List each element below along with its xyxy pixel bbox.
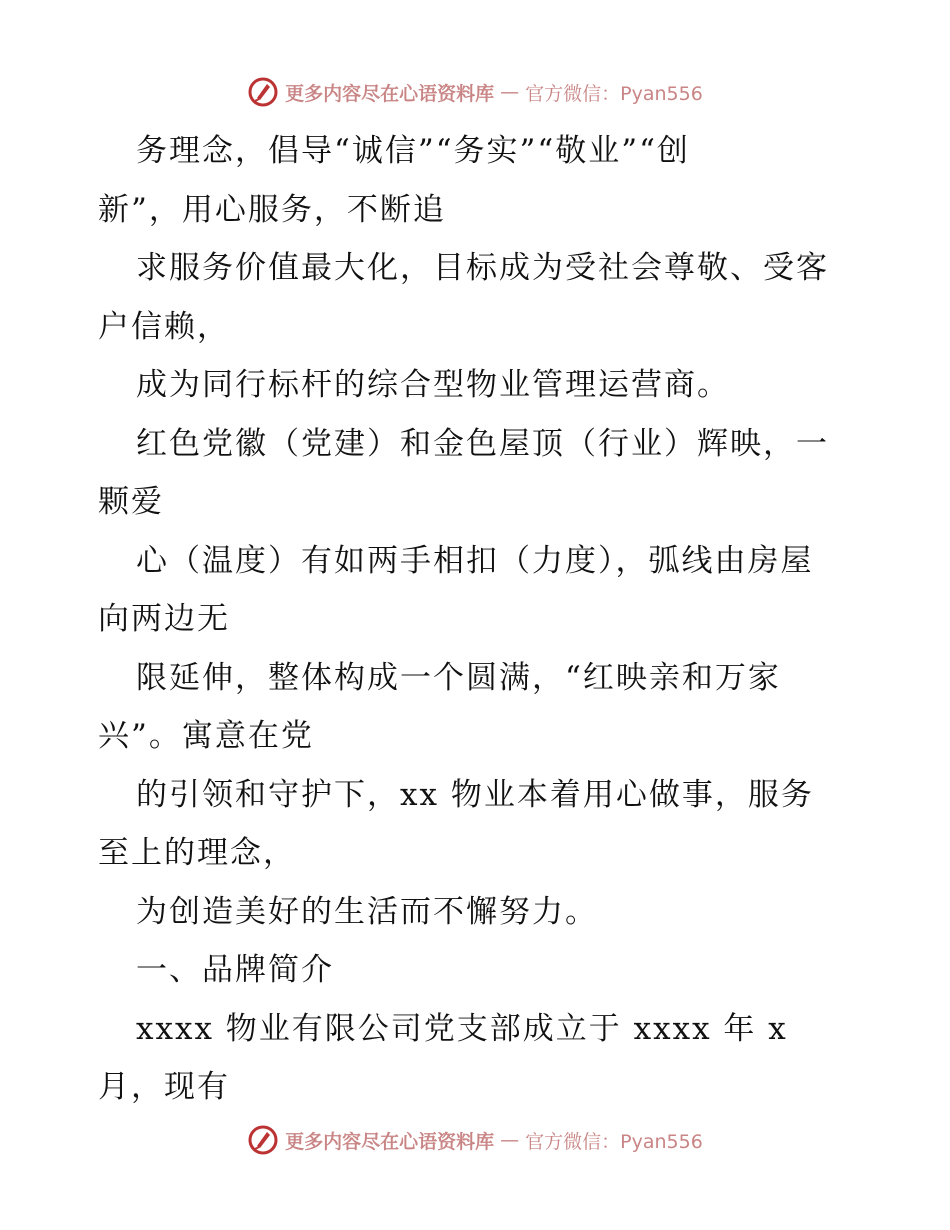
text-line: 向两边无: [98, 601, 230, 637]
document-body: [98, 122, 858, 1117]
banner-wechat: 官方微信：Pyan556: [525, 82, 703, 105]
text-line: 新”，用心服务，不断追: [98, 191, 446, 228]
text-line: xxxx 物业有限公司党支部成立于 xxxx 年 x: [136, 1010, 788, 1047]
banner-separator: —: [500, 1129, 520, 1151]
text-line: 限延伸，整体构成一个圆满，“红映亲和万家: [136, 659, 781, 696]
text-line: 兴”。寓意在党: [98, 718, 314, 754]
text-line: 心（温度）有如两手相扣（力度），弧线由房屋: [136, 542, 814, 579]
text-line: 月，现有: [98, 1069, 230, 1105]
banner-wechat: 官方微信：Pyan556: [525, 1130, 703, 1153]
logo-icon: [247, 1124, 279, 1156]
text-line: 颗爱: [98, 484, 164, 520]
footer-banner: [0, 1120, 950, 1160]
text-line: 户信赖，: [98, 308, 230, 345]
text-line: 的引领和守护下，xx 物业本着用心做事，服务: [136, 776, 814, 813]
logo-icon: [247, 76, 279, 108]
text-line: 务理念，倡导“诚信”“务实”“敬业”“创: [136, 133, 690, 169]
banner-separator: —: [500, 81, 520, 103]
header-banner: [0, 72, 950, 112]
text-line: 红色党徽（党建）和金色屋顶（行业）辉映，一: [136, 425, 829, 462]
banner-title: 更多内容尽在心语资料库: [285, 1130, 495, 1153]
text-line: 至上的理念，: [98, 835, 296, 871]
text-line: 求服务价值最大化，目标成为受社会尊敬、受客: [136, 250, 829, 286]
banner-title: 更多内容尽在心语资料库: [285, 82, 495, 105]
text-line: 成为同行标杆的综合型物业管理运营商。: [136, 367, 730, 403]
text-line: 为创造美好的生活而不懈努力。: [136, 893, 598, 930]
text-line: 一、品牌简介: [136, 952, 334, 988]
